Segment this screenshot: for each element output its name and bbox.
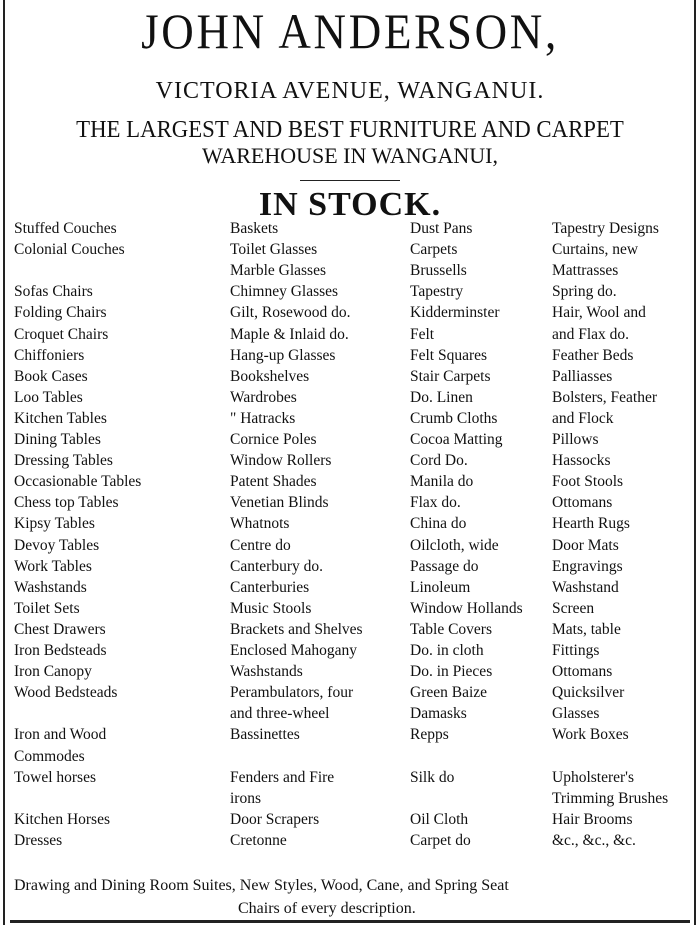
stock-row: [0, 473, 700, 494]
stock-item: Iron and Wood: [14, 726, 107, 744]
stock-row: [0, 220, 700, 241]
stock-item: Quicksilver: [552, 684, 625, 702]
stock-item: Patent Shades: [230, 473, 317, 491]
stock-row: [0, 431, 700, 452]
stock-item: Ottomans: [552, 494, 613, 512]
stock-item: Tapestry Designs: [552, 220, 659, 237]
stock-item: Devoy Tables: [14, 536, 100, 554]
stock-row: [0, 663, 700, 684]
stock-item: Stuffed Couches: [14, 220, 117, 237]
stock-item: Washstands: [230, 663, 303, 681]
stock-item: Dining Tables: [14, 431, 101, 448]
stock-item: Dresses: [14, 831, 63, 849]
stock-item: Sofas Chairs: [14, 283, 93, 301]
stock-item: Iron Canopy: [14, 663, 92, 681]
stock-item: Cocoa Matting: [410, 431, 503, 448]
tagline-line-1: THE LARGEST AND BEST FURNITURE AND CARPET: [76, 117, 624, 143]
stock-item: Work Tables: [14, 557, 92, 575]
stock-row: [0, 262, 700, 283]
stock-item: Brussells: [410, 262, 467, 280]
stock-item: Whatnots: [230, 515, 290, 533]
stock-row: [0, 494, 700, 515]
stock-item: Bookshelves: [230, 367, 310, 385]
stock-item: Window Hollands: [410, 599, 523, 617]
stock-item: and three-wheel: [230, 705, 330, 723]
stock-item: Commodes: [14, 747, 85, 765]
stock-row: [0, 642, 700, 663]
stock-item: Feather Beds: [552, 346, 634, 364]
stock-row: [0, 410, 700, 431]
stock-row: [0, 621, 700, 642]
stock-item: Bassinettes: [230, 726, 300, 744]
stock-item: Kitchen Tables: [14, 409, 107, 427]
stock-item: Kitchen Horses: [14, 810, 110, 828]
divider: [300, 180, 400, 181]
stock-item: Canterbury do.: [230, 557, 323, 575]
stock-item: Mattrasses: [552, 262, 619, 280]
stock-item: Music Stools: [230, 599, 312, 617]
stock-row: [0, 748, 700, 769]
stock-item: Door Mats: [552, 536, 619, 554]
stock-item: Washstand: [552, 578, 619, 596]
stock-item: Crumb Cloths: [410, 409, 498, 427]
stock-item: Oil Cloth: [410, 810, 469, 828]
stock-item: Table Covers: [410, 620, 492, 638]
stock-item: Carpets: [410, 241, 458, 259]
stock-item: Oilcloth, wide: [410, 536, 499, 554]
stock-item: Perambulators, four: [230, 684, 354, 702]
stock-item: Cord Do.: [410, 452, 468, 470]
stock-row: [0, 811, 700, 832]
stock-item: Kipsy Tables: [14, 515, 95, 533]
stock-row: [0, 452, 700, 473]
stock-item: Damasks: [410, 705, 467, 723]
stock-item: Venetian Blinds: [230, 494, 329, 512]
stock-item: Hair, Wool and: [552, 304, 646, 322]
stock-item: Glasses: [552, 705, 600, 723]
stock-item: and Flax do.: [552, 325, 630, 343]
stock-item: Baskets: [230, 220, 279, 237]
stock-item: Manila do: [410, 473, 474, 491]
stock-item: Felt Squares: [410, 346, 488, 364]
stock-item: Hair Brooms: [552, 810, 633, 828]
stock-row: [0, 326, 700, 347]
tagline-line-2: WAREHOUSE IN WANGANUI,: [202, 143, 498, 168]
stock-item: Passage do: [410, 557, 479, 575]
stock-row: [0, 283, 700, 304]
stock-item: Work Boxes: [552, 726, 629, 744]
stock-item: Palliasses: [552, 367, 613, 385]
stock-item: Stair Carpets: [410, 367, 491, 385]
stock-item: Wardrobes: [230, 388, 297, 406]
stock-item: Wood Bedsteads: [14, 684, 118, 702]
footer-line-2: Chairs of every description.: [238, 900, 416, 917]
stock-item: Centre do: [230, 536, 291, 554]
stock-item: irons: [230, 789, 261, 807]
stock-item: Ottomans: [552, 663, 613, 681]
stock-item: Silk do: [410, 768, 455, 786]
stock-item: Chess top Tables: [14, 494, 119, 512]
stock-item: Fenders and Fire: [230, 768, 335, 786]
stock-item: Upholsterer's: [552, 768, 634, 786]
stock-item: Kidderminster: [410, 304, 500, 322]
stock-item: Bolsters, Feather: [552, 388, 658, 406]
stock-row: [0, 515, 700, 536]
footer-line-1: Drawing and Dining Room Suites, New Styles, Wood, Cane, and Spring Seat: [14, 877, 509, 894]
stock-item: Loo Tables: [14, 388, 83, 406]
stock-item: Croquet Chairs: [14, 325, 109, 343]
stock-row: [0, 600, 700, 621]
stock-item: Toilet Sets: [14, 599, 80, 617]
stock-item: Screen: [552, 599, 595, 617]
stock-item: Dressing Tables: [14, 452, 113, 470]
stock-item: Felt: [410, 325, 435, 343]
stock-item: Cornice Poles: [230, 431, 317, 448]
stock-row: [0, 579, 700, 600]
stock-item: Hearth Rugs: [552, 515, 630, 533]
stock-item: Occasionable Tables: [14, 473, 142, 491]
stock-item: Linoleum: [410, 578, 471, 596]
stock-item: Do. in Pieces: [410, 663, 493, 681]
stock-item: Enclosed Mahogany: [230, 642, 357, 659]
stock-row: [0, 790, 700, 811]
stock-item: Flax do.: [410, 494, 461, 512]
stock-item: " Hatracks: [230, 409, 296, 427]
stock-item: Trimming Brushes: [552, 789, 669, 807]
stock-item: Do. Linen: [410, 388, 473, 406]
stock-item: Gilt, Rosewood do.: [230, 304, 351, 322]
stock-item: Chiffoniers: [14, 346, 85, 364]
stock-row: [0, 368, 700, 389]
advertiser-name: JOHN ANDERSON,: [141, 3, 559, 59]
stock-item: Colonial Couches: [14, 241, 125, 259]
stock-item: Hang-up Glasses: [230, 346, 336, 364]
stock-item: Tapestry: [410, 283, 464, 301]
stock-item: Door Scrapers: [230, 810, 320, 828]
stock-item: Washstands: [14, 578, 87, 596]
stock-item: Green Baize: [410, 684, 488, 702]
stock-row: [0, 537, 700, 558]
stock-item: Foot Stools: [552, 473, 624, 491]
stock-item: Canterburies: [230, 578, 310, 596]
stock-row: [0, 389, 700, 410]
stock-item: Cretonne: [230, 831, 287, 849]
stock-row: [0, 705, 700, 726]
stock-item: Window Rollers: [230, 452, 332, 470]
stock-row: [0, 684, 700, 705]
stock-item: Pillows: [552, 431, 599, 448]
stock-item: Repps: [410, 726, 449, 744]
stock-item: Dust Pans: [410, 220, 473, 237]
stock-item: Chimney Glasses: [230, 283, 339, 301]
bottom-rule: [10, 920, 690, 923]
stock-item: Brackets and Shelves: [230, 620, 363, 638]
stock-item: Curtains, new: [552, 241, 639, 259]
stock-item: Engravings: [552, 557, 623, 575]
stock-item: Carpet do: [410, 831, 471, 849]
stock-item: Toilet Glasses: [230, 241, 318, 259]
stock-row: [0, 241, 700, 262]
stock-row: [0, 726, 700, 747]
stock-item: Fittings: [552, 642, 600, 659]
stock-item: Maple & Inlaid do.: [230, 325, 349, 343]
stock-item: Folding Chairs: [14, 304, 107, 322]
stock-item: Do. in cloth: [410, 642, 484, 659]
stock-item: Hassocks: [552, 452, 611, 470]
stock-item: Chest Drawers: [14, 620, 106, 638]
stock-row: [0, 304, 700, 325]
stock-item: Marble Glasses: [230, 262, 326, 280]
stock-item: Book Cases: [14, 367, 88, 385]
stock-item: China do: [410, 515, 467, 533]
stock-row: [0, 769, 700, 790]
stock-item: and Flock: [552, 409, 614, 427]
stock-row: [0, 347, 700, 368]
stock-item: Mats, table: [552, 620, 621, 638]
stock-item: Towel horses: [14, 768, 96, 786]
address: VICTORIA AVENUE, WANGANUI.: [155, 78, 545, 104]
stock-item: &c., &c., &c.: [552, 831, 636, 849]
stock-item: Iron Bedsteads: [14, 642, 107, 659]
stock-item: Spring do.: [552, 283, 617, 301]
stock-row: [0, 832, 700, 853]
in-stock-heading: IN STOCK.: [258, 186, 442, 223]
stock-row: [0, 558, 700, 579]
